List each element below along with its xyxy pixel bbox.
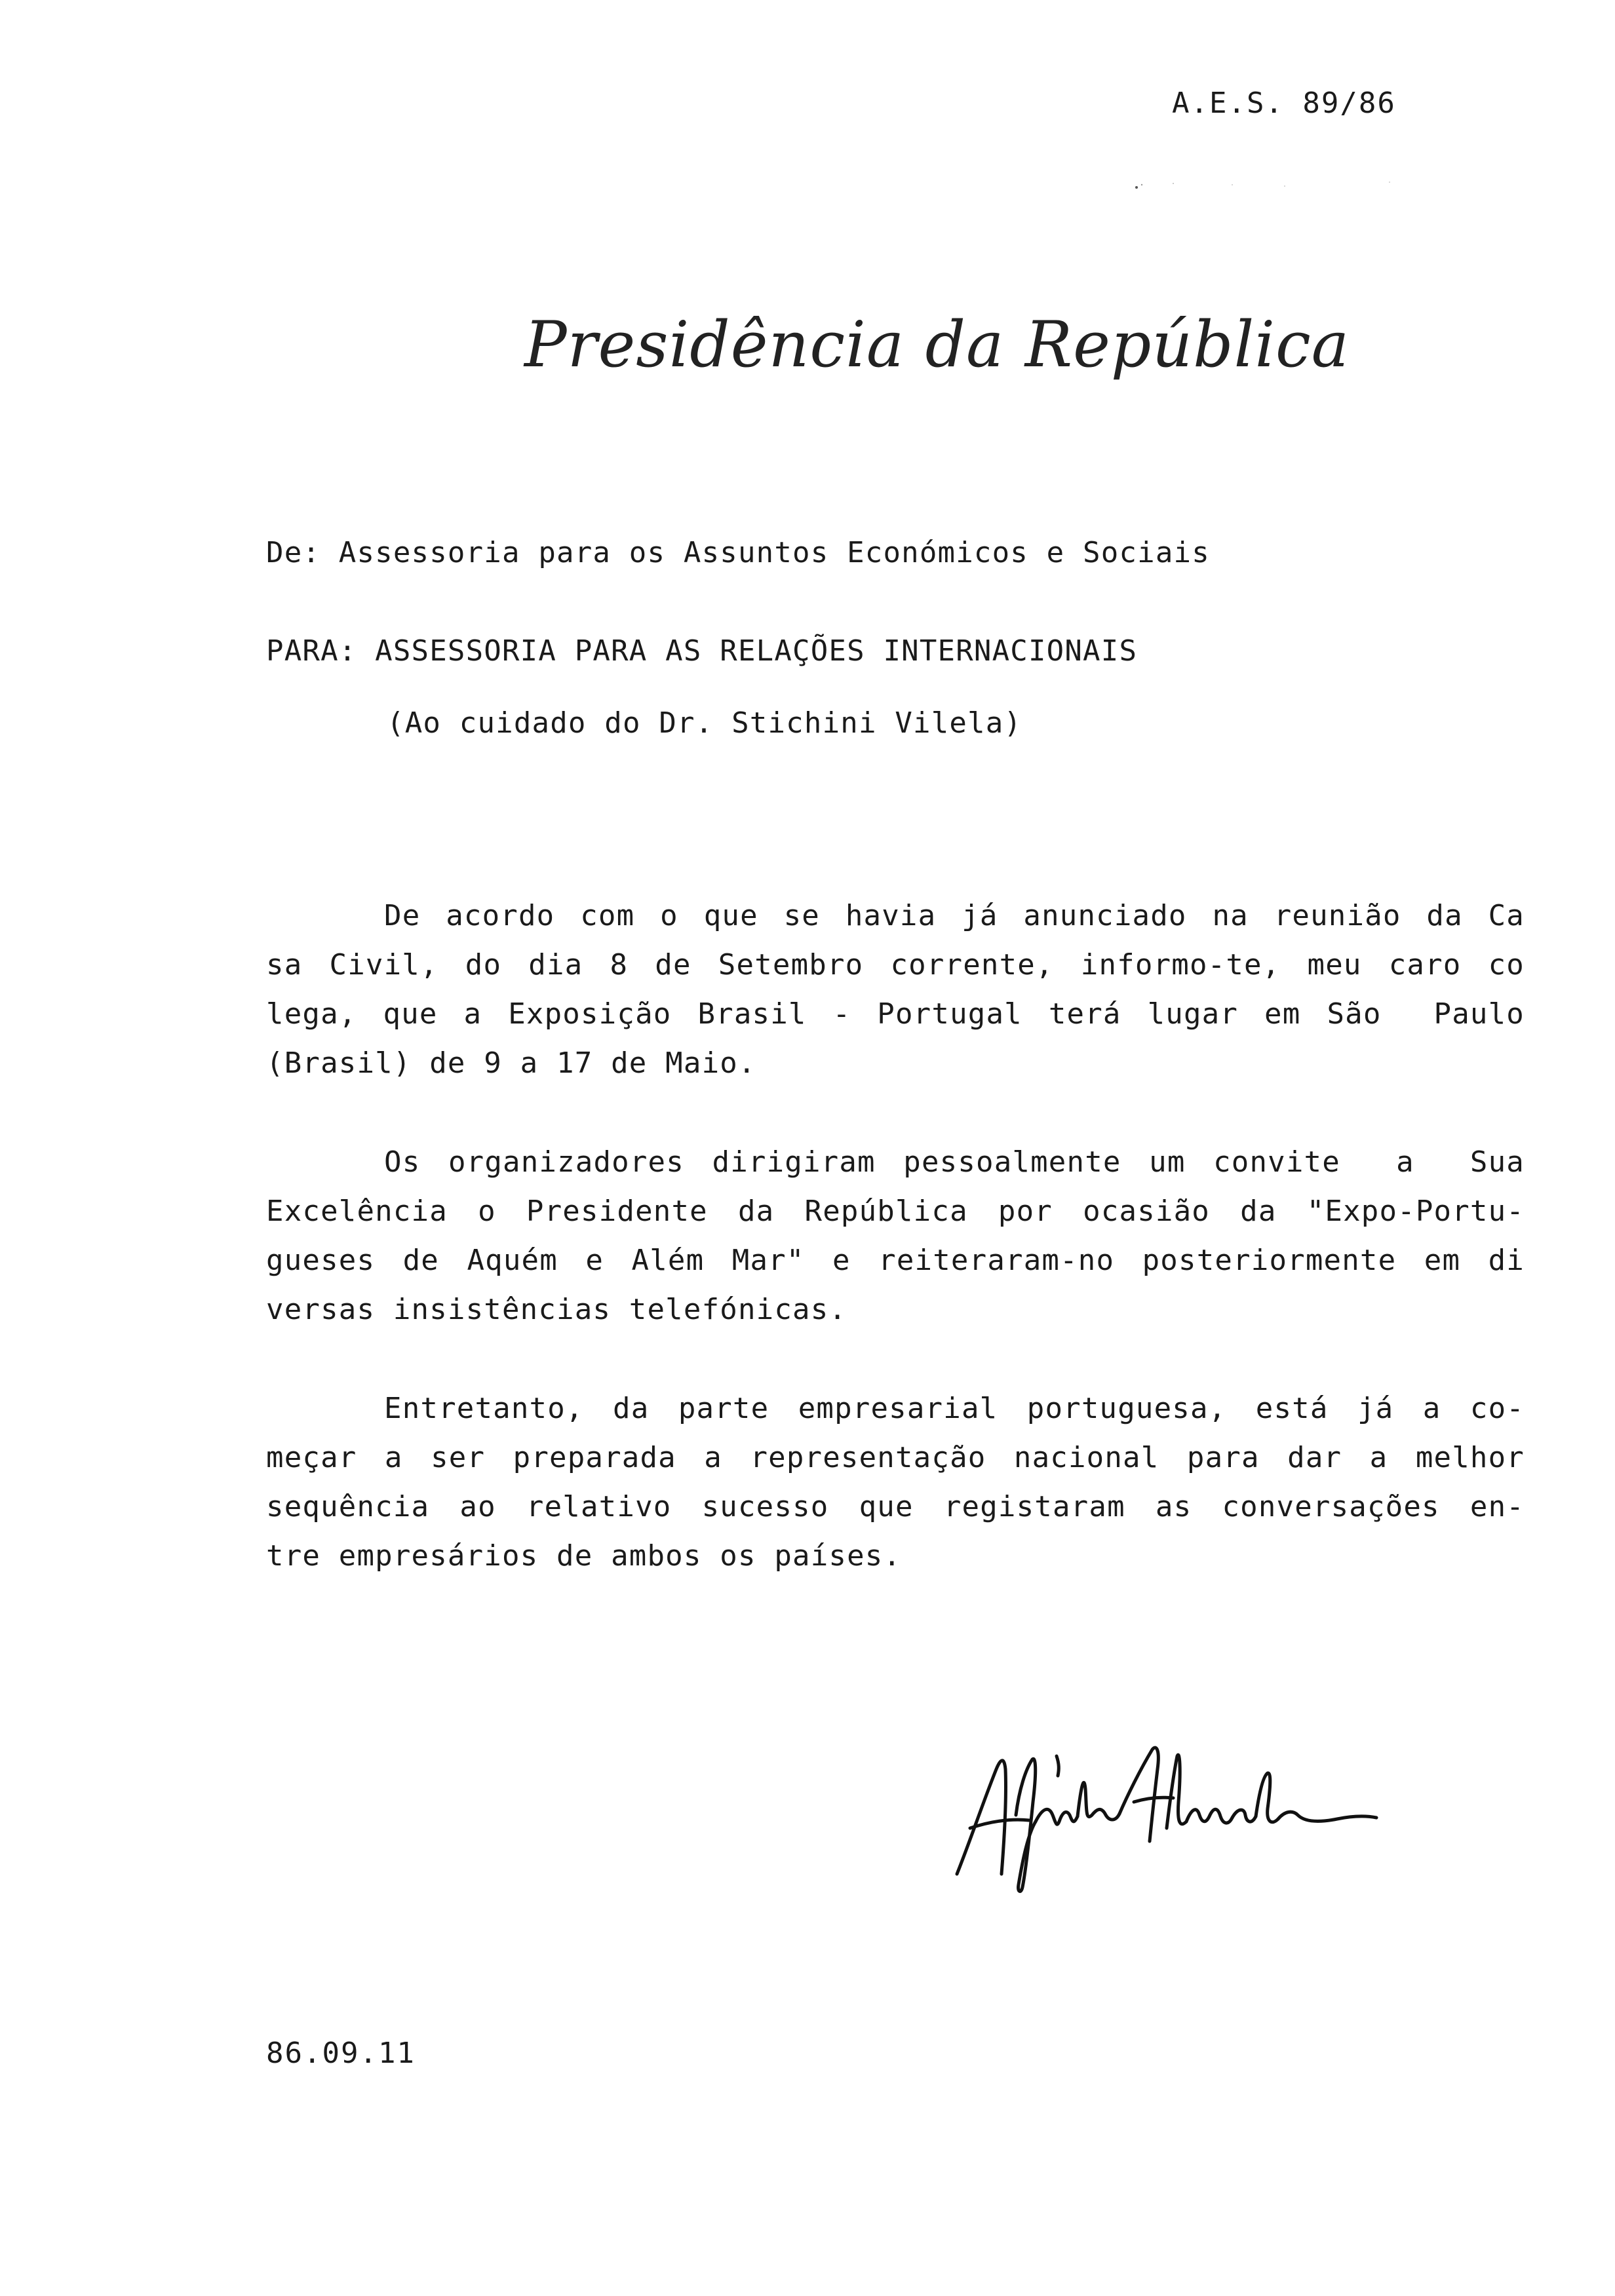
- body-paragraph-2: [266, 1145, 1525, 1342]
- paragraph-line: De acordo com o que se havia já anunciado na reunião da Ca: [384, 899, 1525, 932]
- paragraph-line: versas insistências telefónicas.: [266, 1293, 847, 1326]
- body-paragraph-1: [266, 899, 1525, 1096]
- paragraph-line: lega, que a Exposição Brasil - Portugal terá lugar em São Paulo: [266, 997, 1525, 1031]
- paragraph-line: sa Civil, do dia 8 de Setembro corrente, informo-te, meu caro co: [266, 948, 1525, 982]
- to-line: PARA: ASSESSORIA PARA AS RELAÇÕES INTERNACIONAIS: [266, 634, 1138, 668]
- paragraph-line: tre empresários de ambos os países.: [266, 1539, 902, 1573]
- from-line: De: Assessoria para os Assuntos Económicos e Sociais: [266, 536, 1210, 569]
- paragraph-line: gueses de Aquém e Além Mar" e reiteraram-no posteriormente em di: [266, 1244, 1525, 1277]
- document-date: 86.09.11: [266, 2037, 416, 2070]
- paragraph-line: sequência ao relativo sucesso que registaram as conversações en-: [266, 1490, 1525, 1523]
- document-reference: A.E.S. 89/86: [1172, 86, 1396, 120]
- paragraph-line: (Brasil) de 9 a 17 de Maio.: [266, 1046, 756, 1080]
- handwritten-signature: [944, 1730, 1390, 1900]
- body-paragraph-3: [266, 1392, 1525, 1588]
- attention-line: (Ao cuidado do Dr. Stichini Vilela): [387, 706, 1022, 740]
- scan-marks: [1134, 177, 1396, 203]
- paragraph-line: meçar a ser preparada a representação nacional para dar a melhor: [266, 1441, 1525, 1474]
- paragraph-line: Os organizadores dirigiram pessoalmente um convite a Sua: [384, 1145, 1525, 1179]
- letterhead-title: Presidência da República: [524, 308, 1350, 381]
- paragraph-line: Entretanto, da parte empresarial portuguesa, está já a co-: [384, 1392, 1525, 1425]
- paragraph-line: Excelência o Presidente da República por ocasião da "Expo-Portu-: [266, 1195, 1525, 1228]
